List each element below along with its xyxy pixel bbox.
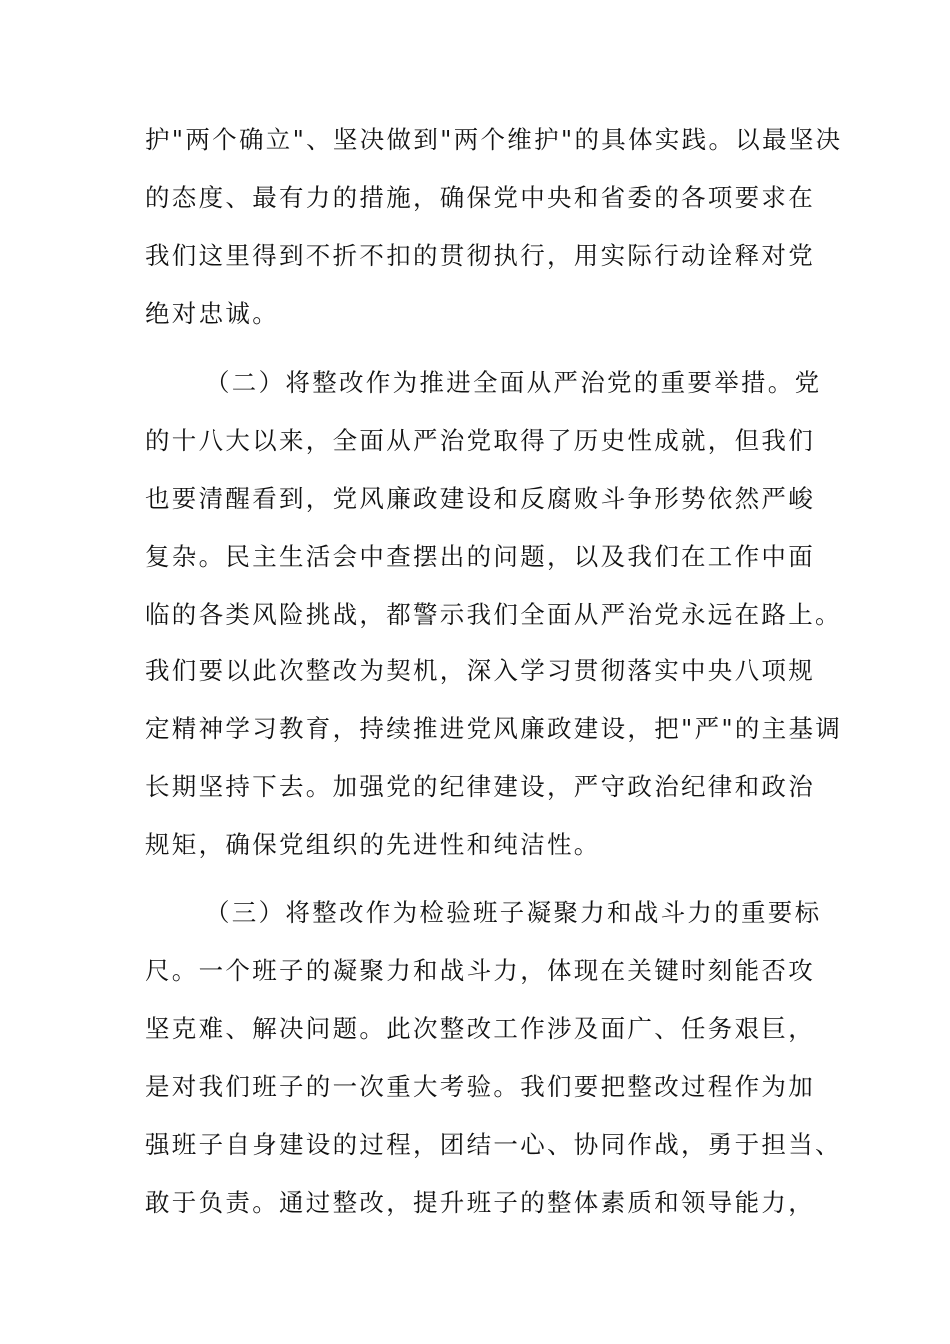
- text-line: 绝对忠诚。: [145, 299, 279, 328]
- text-line: 强班子自身建设的过程，团结一心、协同作战，勇于担当、: [145, 1130, 842, 1159]
- text-line: （三）将整改作为检验班子凝聚力和战斗力的重要标: [205, 898, 822, 927]
- text-line: 也要清醒看到，党风廉政建设和反腐败斗争形势依然严峻: [145, 484, 815, 513]
- text-line: 长期坚持下去。加强党的纪律建设，严守政治纪律和政治: [145, 772, 815, 801]
- text-line: 的十八大以来，全面从严治党取得了历史性成就，但我们: [145, 426, 815, 455]
- text-line: 敢于负责。通过整改，提升班子的整体素质和领导能力，: [145, 1188, 815, 1217]
- text-line: 定精神学习教育，持续推进党风廉政建设，把"严"的主基调: [145, 714, 843, 743]
- text-line: 我们要以此次整改为契机，深入学习贯彻落实中央八项规: [145, 656, 815, 685]
- text-line: 是对我们班子的一次重大考验。我们要把整改过程作为加: [145, 1072, 815, 1101]
- text-line: 的态度、最有力的措施，确保党中央和省委的各项要求在: [145, 183, 815, 212]
- text-line: （二）将整改作为推进全面从严治党的重要举措。党: [205, 368, 822, 397]
- text-line: 规矩，确保党组织的先进性和纯洁性。: [145, 830, 601, 859]
- text-line: 尺。一个班子的凝聚力和战斗力，体现在关键时刻能否攻: [145, 956, 815, 985]
- text-line: 复杂。民主生活会中查摆出的问题，以及我们在工作中面: [145, 542, 815, 571]
- text-line: 临的各类风险挑战，都警示我们全面从严治党永远在路上。: [145, 600, 842, 629]
- text-line: 我们这里得到不折不扣的贯彻执行，用实际行动诠释对党: [145, 241, 815, 270]
- text-line: 护"两个确立"、坚决做到"两个维护"的具体实践。以最坚决: [145, 125, 843, 154]
- text-line: 坚克难、解决问题。此次整改工作涉及面广、任务艰巨，: [145, 1014, 815, 1043]
